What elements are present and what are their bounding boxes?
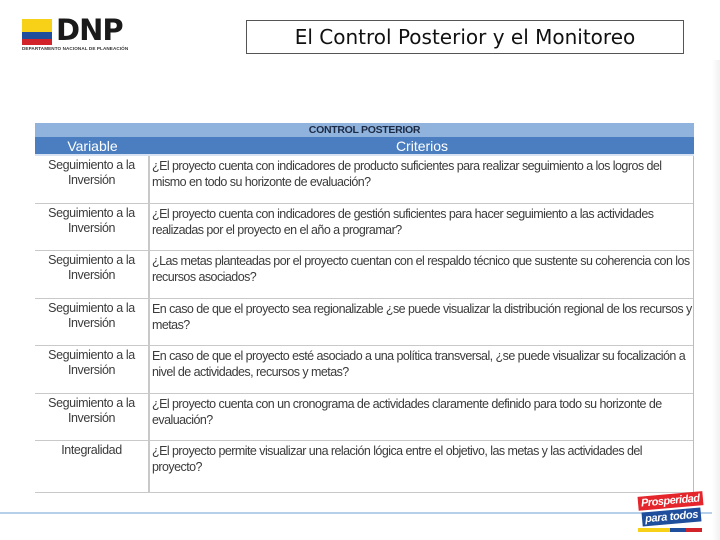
table-header-row xyxy=(35,137,694,156)
footer-divider xyxy=(0,512,720,514)
table-row xyxy=(35,251,693,299)
table-body xyxy=(35,156,694,493)
logo-subtitle: DEPARTAMENTO NACIONAL DE PLANEACIÓN xyxy=(22,46,129,51)
logo-line-2: para todos xyxy=(642,507,702,526)
page-title-box xyxy=(246,20,684,54)
table-row xyxy=(35,156,693,204)
table-row xyxy=(35,394,693,442)
criterio-cell: ¿El proyecto cuenta con indicadores de producto suficientes para realizar seguimiento a los logros del mismo en todo su horizonte de evaluación? xyxy=(152,159,662,189)
flag-stripe-icon xyxy=(638,528,702,532)
variable-cell: Seguimiento a la Inversión xyxy=(35,204,150,251)
variable-cell: Seguimiento a la Inversión xyxy=(35,156,150,203)
logo-line-1: Prosperidad xyxy=(638,491,704,511)
table-row xyxy=(35,204,693,252)
logo-text: DNP xyxy=(56,13,123,47)
table-row xyxy=(35,346,693,394)
variable-cell: Seguimiento a la Inversión xyxy=(35,251,150,298)
slide-edge-shadow xyxy=(712,60,720,540)
prosperidad-logo xyxy=(638,494,704,532)
criterio-cell: ¿Las metas planteadas por el proyecto cuentan con el respaldo técnico que sustente su coherencia con los recursos asociados? xyxy=(152,254,690,284)
variable-cell: Integralidad xyxy=(35,441,150,492)
criterio-cell: ¿El proyecto cuenta con un cronograma de actividades claramente definido para todo su horizonte de evaluación? xyxy=(152,396,662,427)
column-header-criterios: Criterios xyxy=(395,138,449,154)
criterio-cell: ¿El proyecto permite visualizar una relación lógica entre el objetivo, las metas y las actividades del proyecto? xyxy=(152,444,643,474)
table-row xyxy=(35,441,693,493)
table-row xyxy=(35,299,693,347)
criteria-table xyxy=(35,123,694,490)
criterio-cell: ¿El proyecto cuenta con indicadores de gestión suficientes para hacer seguimiento a las actividades realizadas por el proyecto en el año a programar? xyxy=(152,206,654,237)
variable-cell: Seguimiento a la Inversión xyxy=(35,346,150,393)
criterio-cell: En caso de que el proyecto sea regionalizable ¿se puede visualizar la distribución regional de los recursos y metas? xyxy=(152,301,692,332)
page-title: El Control Posterior y el Monitoreo xyxy=(294,25,636,49)
variable-cell: Seguimiento a la Inversión xyxy=(35,394,150,441)
variable-cell: Seguimiento a la Inversión xyxy=(35,299,150,346)
table-title: CONTROL POSTERIOR xyxy=(35,123,694,137)
colombia-flag-icon xyxy=(22,19,52,45)
column-header-variable: Variable xyxy=(67,138,118,154)
criterio-cell: En caso de que el proyecto esté asociado a una política transversal, ¿se puede visualizar su focalización a nivel de actividades, recursos y metas? xyxy=(152,349,686,379)
dnp-logo xyxy=(22,15,137,55)
